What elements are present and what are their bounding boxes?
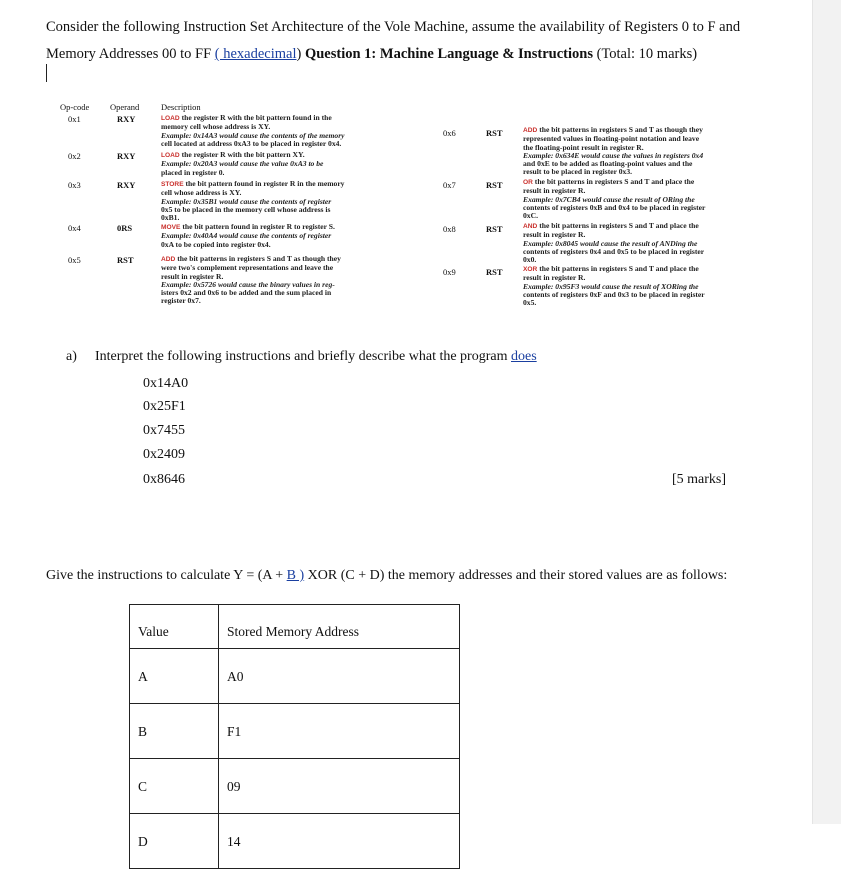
instruction-3: 0x7455 (143, 423, 185, 438)
description-cell (523, 222, 763, 264)
description-line (161, 140, 411, 148)
description-cell (523, 126, 763, 177)
description-text: placed in register 0. (161, 167, 225, 177)
operand-cell: 0RS (117, 223, 133, 233)
description-text: register 0x7. (161, 296, 201, 306)
question-1-heading: Question 1: Machine Language & Instructions (304, 46, 593, 62)
instruction-keyword: MOVE (161, 224, 181, 231)
description-text: isters 0x2 and 0x6 to be added and the sum placed in (161, 288, 332, 298)
b-link[interactable]: B ) (286, 568, 305, 583)
description-text: memory cell whose address is XY. (161, 122, 271, 132)
operand-cell: RXY (117, 114, 136, 124)
description-line (161, 206, 411, 214)
description-text: represented values in floating-point notation and leave (523, 134, 700, 144)
opcode-cell: 0x8 (443, 224, 456, 234)
operand-cell: RST (486, 267, 503, 277)
question-b-text (46, 568, 727, 584)
description-line (523, 204, 763, 212)
operand-cell: RXY (117, 180, 136, 190)
instruction-keyword: AND (523, 223, 538, 230)
instruction-4: 0x2409 (143, 447, 185, 462)
opcode-cell: 0x2 (68, 151, 81, 161)
description-text: the register R with the bit pattern XY. (181, 150, 305, 159)
description-text: Example: 0x7CB4 would cause the result of ORing the (523, 194, 695, 204)
vertical-scrollbar[interactable] (812, 0, 841, 824)
table-row (130, 759, 460, 814)
description-cell (161, 255, 411, 306)
table-row (130, 704, 460, 759)
description-text: contents of registers 0xF and 0x3 to be placed in register (523, 289, 705, 299)
intro-text: Memory Addresses 00 to FF (46, 46, 215, 62)
instruction-keyword: XOR (523, 266, 538, 273)
hexadecimal-link[interactable]: ( hexadecimal (214, 46, 297, 62)
instruction-keyword: STORE (161, 181, 184, 188)
description-text: Example: 0x20A3 would cause the value 0xA3 to be (161, 159, 324, 169)
question-b-prompt: Give the instructions to calculate Y = (A + (46, 568, 287, 583)
description-text: the bit patterns in registers S and T and place the (534, 177, 695, 186)
does-link[interactable]: does (511, 349, 537, 364)
description-text: 0x0. (523, 255, 537, 265)
address-cell: 14 (219, 814, 460, 869)
description-text: 0xB1. (161, 213, 180, 223)
opcode-cell: 0x5 (68, 255, 81, 265)
description-text: 0xA to be copied into register 0x4. (161, 239, 271, 249)
instruction-keyword: ADD (161, 256, 176, 263)
intro-line-2 (46, 41, 786, 68)
opcode-cell: 0x9 (443, 267, 456, 277)
operand-cell: RXY (117, 151, 136, 161)
description-text: the bit patterns in registers S and T and place the (539, 221, 699, 230)
description-text: 0xC. (523, 211, 538, 221)
table-header-row (130, 605, 460, 649)
description-text: contents of registers 0xB and 0x4 to be placed in register (523, 202, 706, 212)
address-cell: A0 (219, 649, 460, 704)
instruction-2: 0x25F1 (143, 399, 186, 414)
opcode-cell: 0x7 (443, 180, 456, 190)
intro-paragraph (46, 14, 786, 68)
intro-line-1: Consider the following Instruction Set Architecture of the Vole Machine, assume the availability of Registers 0 to F and (46, 19, 741, 35)
operand-cell: RST (117, 255, 134, 265)
description-text: Example: 0x8045 would cause the result of ANDing the (523, 238, 698, 248)
description-text: Example: 0x14A3 would cause the contents of the memory (161, 130, 345, 140)
description-cell (161, 180, 411, 222)
operand-cell: RST (486, 128, 503, 138)
question-b-prompt-end: XOR (C + D) the memory addresses and their stored values are as follows: (304, 568, 728, 583)
description-text: the bit pattern found in register R in the memory (185, 179, 345, 188)
description-text: and 0xE to be added as floating-point values and the (523, 159, 693, 169)
address-cell: F1 (219, 704, 460, 759)
description-text: result to be placed in register 0x3. (523, 167, 633, 177)
instruction-5: 0x8646 (143, 472, 185, 487)
description-text: the bit pattern found in register R to register S. (182, 222, 335, 231)
address-header: Stored Memory Address (219, 605, 460, 649)
description-line (523, 168, 763, 176)
question-a-prompt: Interpret the following instructions and briefly describe what the program (95, 349, 511, 364)
value-cell: D (130, 814, 219, 869)
description-text: the floating-point result in register R. (523, 142, 644, 152)
description-line (523, 299, 763, 307)
description-cell (523, 265, 763, 307)
total-marks: (Total: 10 marks) (592, 46, 698, 62)
instruction-1: 0x14A0 (143, 376, 189, 391)
address-cell: 09 (219, 759, 460, 814)
operand-cell: RST (486, 180, 503, 190)
description-text: cell located at address 0xA3 to be placed in register 0x4. (161, 138, 342, 148)
opcode-cell: 0x4 (68, 223, 81, 233)
description-text: cell whose address is XY. (161, 188, 242, 198)
description-text: result in register R. (523, 273, 586, 283)
table-row (130, 649, 460, 704)
description-cell (161, 151, 411, 177)
value-cell: C (130, 759, 219, 814)
description-text: Example: 0x35B1 would cause the contents of register (161, 196, 332, 206)
description-text: result in register R. (161, 271, 224, 281)
description-text: result in register R. (523, 230, 586, 240)
description-text: Example: 0x95F3 would cause the result of XORing the (523, 281, 699, 291)
description-text: Example: 0x634E would cause the values in registers 0x4 (523, 150, 704, 160)
description-line (523, 291, 763, 299)
description-text: Example: 0x5726 would cause the binary values in reg- (161, 279, 335, 289)
description-cell (161, 114, 411, 148)
question-a-label: a) (66, 349, 77, 364)
description-text: the register R with the bit pattern found in the (181, 113, 332, 122)
instruction-keyword: ADD (523, 127, 538, 134)
description-text: the bit patterns in registers S and T as though they (539, 125, 703, 134)
description-cell (161, 223, 411, 249)
description-text: 0x5 to be placed in the memory cell whose address is (161, 204, 331, 214)
description-header: Description (161, 102, 201, 112)
text-cursor (46, 64, 47, 82)
marks-label: [5 marks] (672, 472, 727, 487)
value-cell: B (130, 704, 219, 759)
opcode-cell: 0x3 (68, 180, 81, 190)
description-line (523, 248, 763, 256)
operand-header: Operand (110, 102, 140, 112)
description-line (161, 241, 411, 249)
intro-text: ) (296, 46, 305, 62)
description-text: contents of registers 0x4 and 0x5 to be placed in register (523, 246, 705, 256)
description-line (523, 212, 763, 220)
description-text: Example: 0x40A4 would cause the contents of register (161, 231, 332, 241)
description-text: the bit patterns in registers S and T as though they (177, 254, 341, 263)
description-text: were two's complement representations and leave the (161, 263, 334, 273)
instruction-keyword: OR (523, 179, 533, 186)
table-row (130, 814, 460, 869)
description-line (161, 169, 411, 177)
instruction-keyword: LOAD (161, 152, 180, 159)
instruction-keyword: LOAD (161, 115, 180, 122)
opcode-cell: 0x6 (443, 128, 456, 138)
value-address-table (129, 604, 460, 869)
description-line (161, 297, 411, 305)
value-header: Value (130, 605, 219, 649)
description-text: 0x5. (523, 298, 537, 308)
opcode-cell: 0x1 (68, 114, 81, 124)
opcode-header: Op-code (60, 102, 90, 112)
description-text: the bit patterns in registers S and T and place the (539, 264, 699, 273)
value-cell: A (130, 649, 219, 704)
description-cell (523, 178, 763, 220)
description-text: result in register R. (523, 186, 586, 196)
question-a-text (95, 349, 537, 365)
operand-cell: RST (486, 224, 503, 234)
